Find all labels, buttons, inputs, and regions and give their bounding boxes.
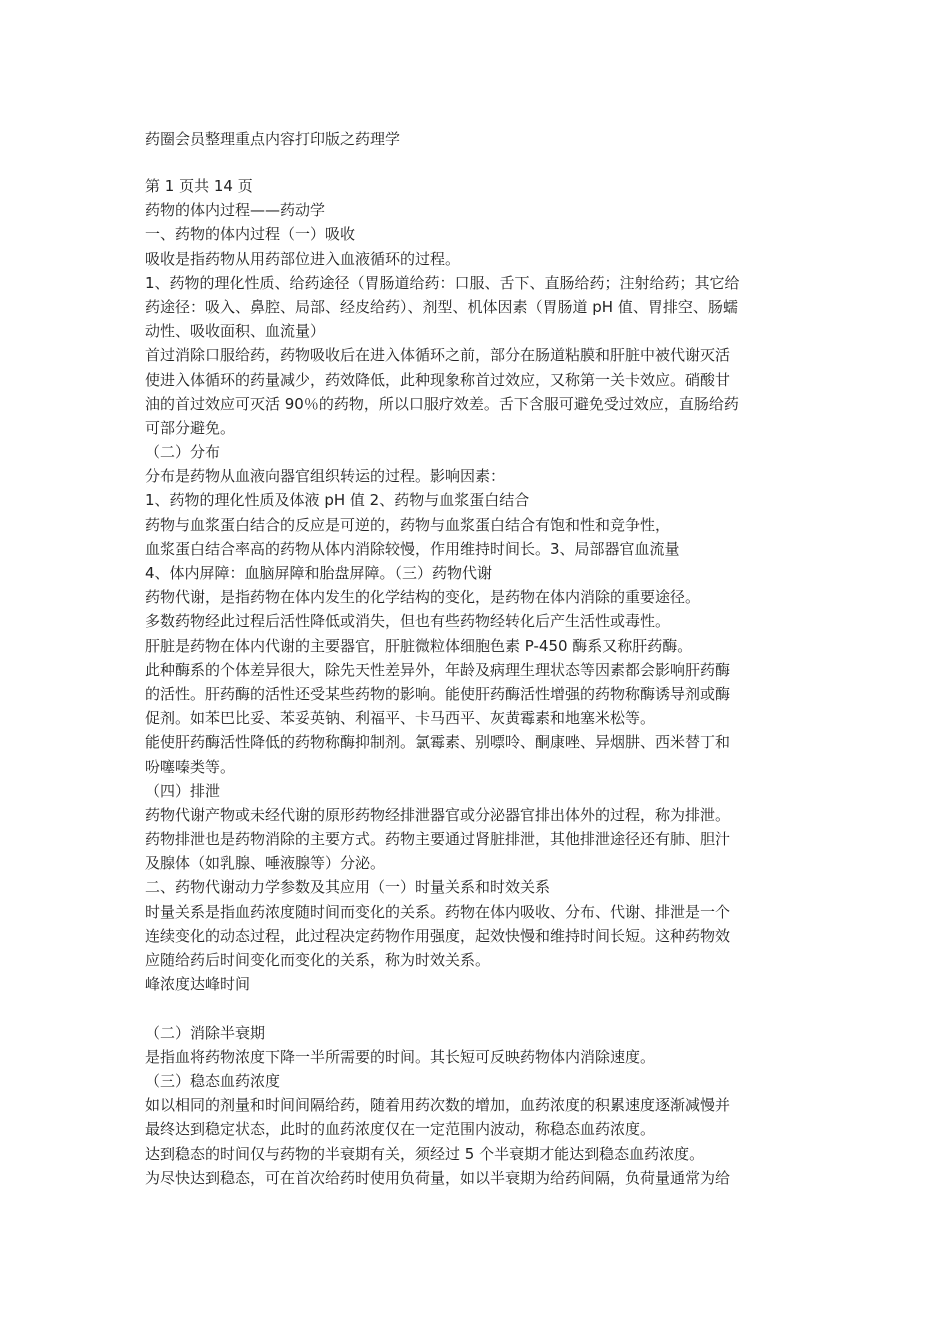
text-line: 1、药物的理化性质、给药途径（胃肠道给药：口服、舌下、直肠给药；注射给药；其它给 — [145, 273, 740, 292]
body-section-after-blank — [145, 1021, 815, 1190]
text-line: 最终达到稳定状态，此时的血药浓度仅在一定范围内波动，称稳态血药浓度。 — [145, 1120, 656, 1139]
text-line: 4、体内屏障：血脑屏障和胎盘屏障。（三）药物代谢 — [145, 564, 493, 582]
text-line: 药物与血浆蛋白结合的反应是可逆的，药物与血浆蛋白结合有饱和性和竞争性， — [145, 515, 671, 534]
text-line: 吩噻嗪类等。 — [145, 757, 236, 776]
document-title: 药圈会员整理重点内容打印版之药理学 — [145, 130, 401, 148]
text-line: （四）排泄 — [145, 781, 221, 800]
text-line: 应随给药后时间变化而变化的关系，称为时效关系。 — [145, 951, 491, 969]
text-line: 肝脏是药物在体内代谢的主要器官，肝脏微粒体细胞色素 P-450 酶系又称肝药酶。 — [145, 636, 693, 655]
text-line: 二、药物代谢动力学参数及其应用（一）时量关系和时效关系 — [145, 878, 551, 897]
text-line: 多数药物经此过程后活性降低或消失，但也有些药物经转化后产生活性或毒性。 — [145, 612, 671, 631]
text-line: 此种酶系的个体差异很大，除先天性差异外，年龄及病理生理状态等因素都会影响肝药酶 — [145, 660, 731, 679]
text-line: 药物排泄也是药物消除的主要方式。药物主要通过肾脏排泄，其他排泄途径还有肺、胆汁 — [145, 830, 731, 849]
text-line: 为尽快达到稳态，可在首次给药时使用负荷量，如以半衰期为给药间隔，负荷量通常为给 — [145, 1168, 731, 1187]
text-line: 达到稳态的时间仅与药物的半衰期有关，须经过 5 个半衰期才能达到稳态血药浓度。 — [145, 1144, 705, 1163]
text-line: 药途径：吸入、鼻腔、局部、经皮给药）、剂型、机体因素（胃肠道 pH 值、胃排空、肠蠕 — [145, 297, 738, 316]
blank-line — [145, 996, 815, 1020]
text-line: 吸收是指药物从用药部位进入血液循环的过程。 — [145, 249, 461, 268]
text-line: 能使肝药酶活性降低的药物称酶抑制剂。氯霉素、别嘌呤、酮康唑、异烟肼、西米替丁和 — [145, 733, 731, 752]
text-line: 首过消除口服给药，药物吸收后在进入体循环之前，部分在肠道粘膜和肝脏中被代谢灭活 — [145, 346, 731, 365]
text-line: 药物代谢，是指药物在体内发生的化学结构的变化，是药物在体内消除的重要途径。 — [145, 588, 701, 607]
text-line: 动性、吸收面积、血流量） — [145, 322, 326, 341]
document-body — [145, 174, 815, 1190]
text-line: 药物的体内过程——药动学 — [145, 201, 326, 220]
text-line: 是指血将药物浓度下降一半所需要的时间。其长短可反映药物体内消除速度。 — [145, 1047, 656, 1066]
text-line: 的活性。肝药酶的活性还受某些药物的影响。能使肝药酶活性增强的药物称酶诱导剂或酶 — [145, 684, 731, 703]
text-line: 1、药物的理化性质及体液 pH 值 2、药物与血浆蛋白结合 — [145, 491, 530, 510]
text-line: （二）消除半衰期 — [145, 1023, 266, 1042]
text-line: 油的首过效应可灭活 90％的药物，所以口服疗效差。舌下含服可避免受过效应，直肠给药 — [145, 394, 739, 413]
body-section-before-blank — [145, 174, 815, 996]
text-line: （二）分布 — [145, 443, 221, 462]
text-line: 一、药物的体内过程（一）吸收 — [145, 225, 356, 244]
text-line: 血浆蛋白结合率高的药物从体内消除较慢，作用维持时间长。3、局部器官血流量 — [145, 539, 680, 558]
text-line: 第 1 页共 14 页 — [145, 177, 253, 195]
text-line: 使进入体循环的药量减少，药效降低，此种现象称首过效应，又称第一关卡效应。硝酸甘 — [145, 370, 731, 389]
text-line: 分布是药物从血液向器官组织转运的过程。影响因素： — [145, 467, 506, 486]
text-line: 及腺体（如乳腺、唾液腺等）分泌。 — [145, 854, 386, 873]
text-line: 如以相同的剂量和时间间隔给药，随着用药次数的增加，血药浓度的积累速度逐渐减慢并 — [145, 1096, 731, 1115]
text-line: 促剂。如苯巴比妥、苯妥英钠、利福平、卡马西平、灰黄霉素和地塞米松等。 — [145, 709, 656, 728]
text-line: 时量关系是指血药浓度随时间而变化的关系。药物在体内吸收、分布、代谢、排泄是一个 — [145, 902, 731, 921]
text-line: 可部分避免。 — [145, 418, 236, 437]
text-line: 峰浓度达峰时间 — [145, 975, 251, 994]
text-line: 连续变化的动态过程，此过程决定药物作用强度，起效快慢和维持时间长短。这种药物效 — [145, 926, 731, 945]
text-line: （三）稳态血药浓度 — [145, 1071, 281, 1090]
text-line: 药物代谢产物或未经代谢的原形药物经排泄器官或分泌器官排出体外的过程，称为排泄。 — [145, 805, 731, 824]
